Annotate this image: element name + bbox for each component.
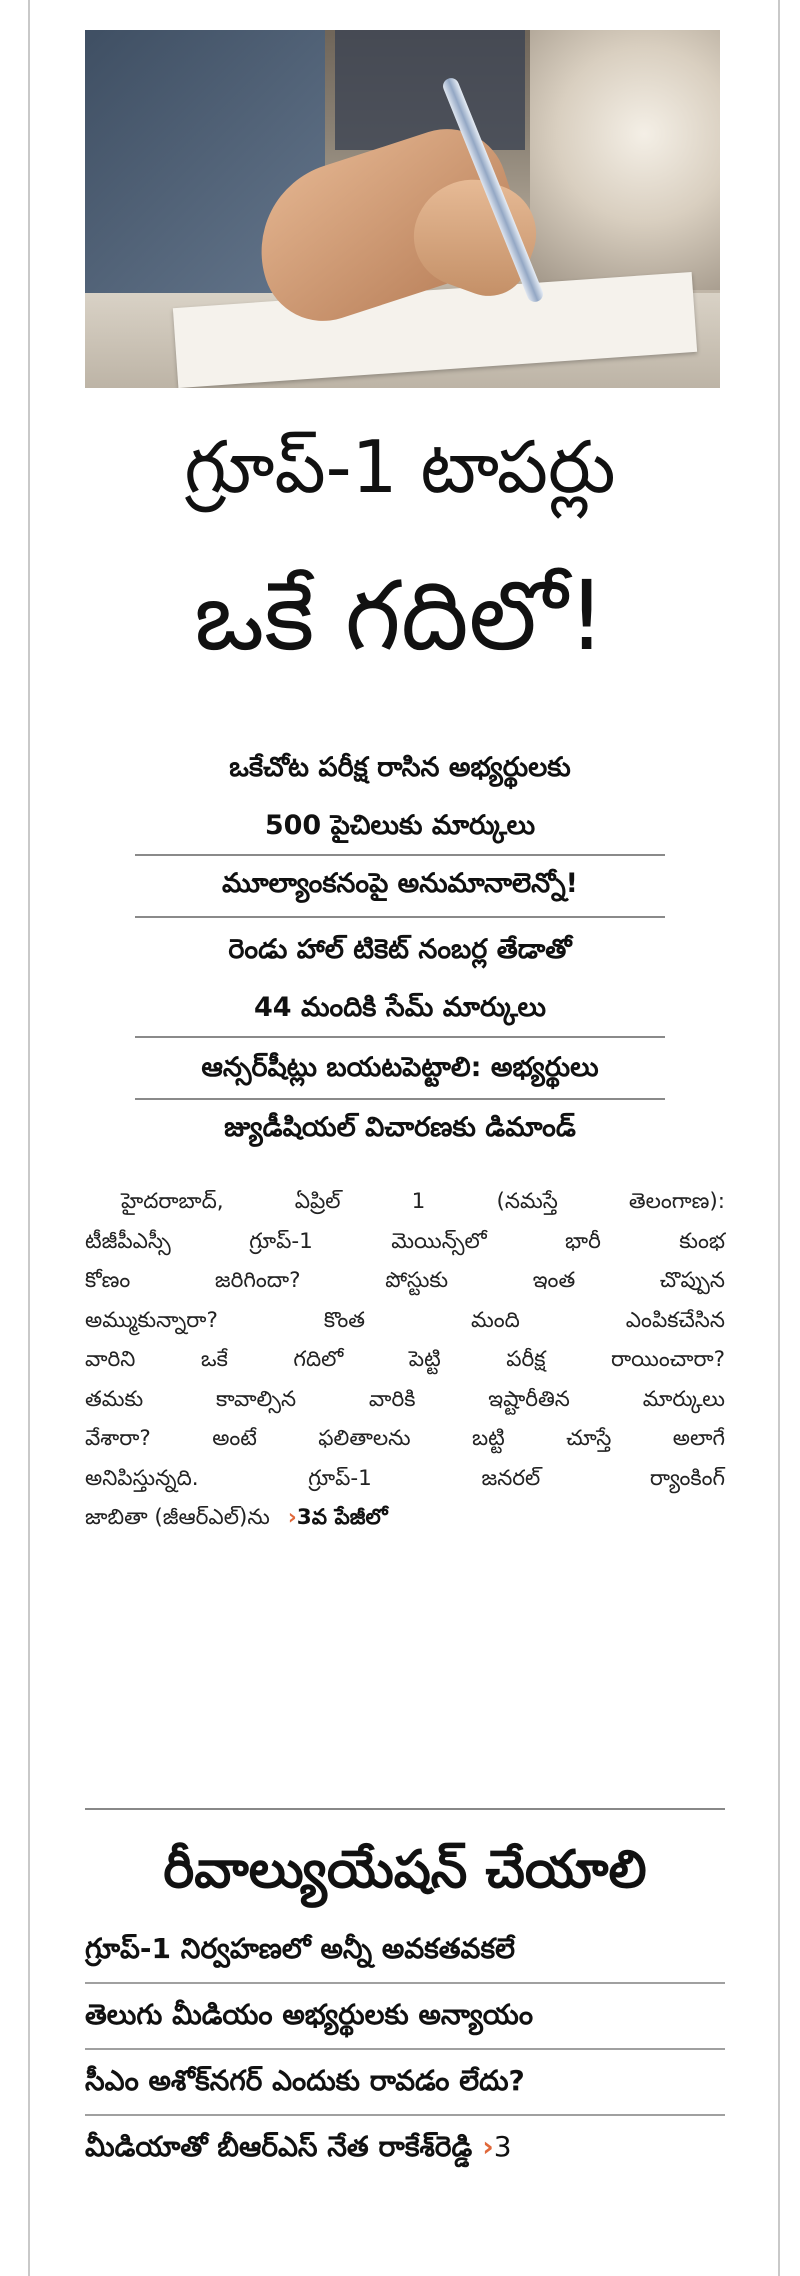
body-line: తమకు కావాల్సిన వారికి ఇష్టారీతిన మార్కులు — [85, 1386, 725, 1412]
jump-arrow-icon: › — [287, 1505, 297, 1530]
deck-underline — [135, 854, 665, 856]
deck-line: 500 పైచిలుకు మార్కులు — [264, 810, 536, 841]
sidebar-point: తెలుగు మీడియం అభ్యర్థులకు అన్యాయం — [85, 1998, 534, 2031]
article-body — [85, 1182, 725, 1538]
body-line: వారిని ఒకే గదిలో పెట్టి పరీక్ష రాయించారా? — [85, 1347, 725, 1372]
deck-divider — [135, 1036, 665, 1038]
headline-line-2: ఒకే గదిలో! — [194, 560, 606, 672]
deck-divider — [135, 1098, 665, 1100]
section-divider — [85, 1808, 725, 1810]
body-line: హైదరాబాద్, ఏప్రిల్ 1 (నమస్తే తెలంగాణ): — [121, 1189, 725, 1214]
sidebar-point: గ్రూప్-1 నిర్వహణలో అన్నీ అవకతవకలే — [85, 1932, 515, 1965]
column-rule-right — [778, 0, 780, 2276]
body-line: అమ్ముకున్నారా? కొంత మంది ఎంపికచేసిన — [85, 1307, 725, 1333]
body-line: జాబితా (జీఆర్ఎల్)ను — [85, 1505, 270, 1530]
deck-line: మూల్యాంకనంపై అనుమానాలెన్నో! — [222, 868, 578, 899]
deck-line: ఒకేచోట పరీక్ష రాసిన అభ్యర్థులకు — [229, 752, 571, 783]
deck-line: ఆన్సర్‌షీట్లు బయటపెట్టాలి: అభ్యర్థులు — [201, 1052, 599, 1083]
jump-text: 3వ పేజీలో — [296, 1505, 388, 1530]
column-rule-left — [28, 0, 30, 2276]
sidebar-divider — [85, 2048, 725, 2050]
photo-background — [530, 30, 720, 290]
sidebar-divider — [85, 2114, 725, 2116]
continued-jump-link[interactable] — [288, 1505, 388, 1530]
deck-line: 44 మందికి సేమ్ మార్కులు — [253, 992, 546, 1023]
sidebar-divider — [85, 1982, 725, 1984]
sidebar-point: మీడియాతో బీఆర్ఎస్ నేత రాకేశ్‌రెడ్డి — [85, 2130, 473, 2163]
sidebar-title: రీవాల్యుయేషన్ చేయాలి — [163, 1840, 647, 1900]
jump-page-number[interactable]: 3 — [493, 2130, 512, 2163]
sidebar-point: సీఎం అశోక్‌నగర్ ఎందుకు రావడం లేదు? — [85, 2064, 525, 2097]
body-line: అనిపిస్తున్నది. గ్రూప్-1 జనరల్ ర్యాంకింగ్ — [85, 1465, 725, 1491]
deck-divider — [135, 916, 665, 918]
exam-photo — [85, 30, 720, 388]
body-line: వేశారా? అంటే ఫలితాలను బట్టి చూస్తే అలాగే — [85, 1426, 725, 1451]
headline-line-1: గ్రూప్-1 టాపర్లు — [184, 425, 616, 509]
body-line-last — [85, 1498, 725, 1538]
sidebar-point-last — [85, 2130, 725, 2170]
deck-line: రెండు హాల్ టికెట్ నంబర్ల తేడాతో — [228, 934, 572, 965]
body-line: టీజీపీఎస్సీ గ్రూప్-1 మెయిన్స్‌లో భారీ కుంభ — [85, 1228, 725, 1254]
body-line: కోణం జరిగిందా? పోస్టుకు ఇంత చొప్పున — [85, 1268, 725, 1293]
deck-line: జ్యుడీషియల్ విచారణకు డిమాండ్ — [224, 1112, 576, 1143]
jump-arrow-icon: › — [482, 2130, 494, 2163]
